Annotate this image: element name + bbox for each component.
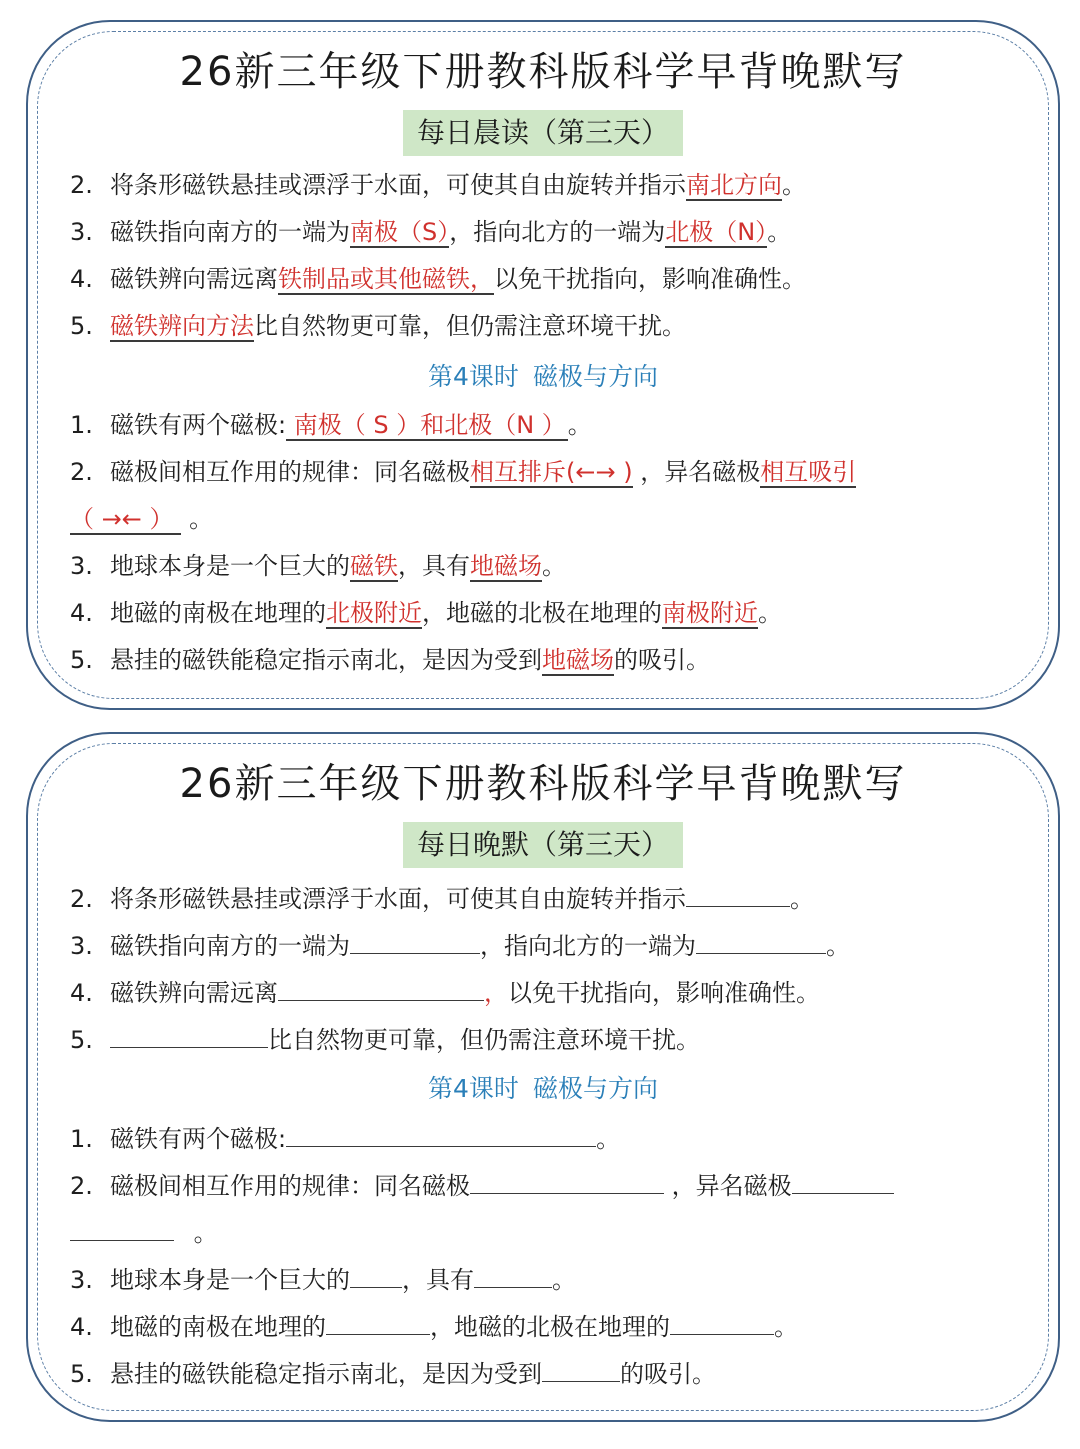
item-number: 5.: [70, 1026, 93, 1054]
list-item-continued: [70, 1214, 218, 1250]
answer-text: 南北方向: [686, 171, 782, 199]
answer-blank[interactable]: [670, 1308, 774, 1335]
morning-card: [26, 20, 1060, 710]
item-number: 2.: [70, 885, 93, 913]
red-comma: ，: [484, 979, 508, 1007]
item-text: 。: [567, 411, 592, 439]
answer-text: 相互排斥(←→ ): [470, 458, 633, 486]
item-number: 3.: [70, 552, 93, 580]
item-text: 将条形磁铁悬挂或漂浮于水面，可使其自由旋转并指示: [110, 885, 686, 913]
item-number: 3.: [70, 932, 93, 960]
section-subtitle: 每日晚默（第三天）: [403, 822, 683, 868]
item-text: ，指向北方的一端为: [480, 932, 696, 960]
lesson-name: 磁极与方向: [532, 362, 658, 391]
item-number: 1.: [70, 411, 93, 439]
item-text: 。: [181, 505, 214, 533]
item-number: 2.: [70, 1172, 93, 1200]
answer-text: 北极（N）: [665, 218, 768, 246]
item-text: 比自然物更可靠，但仍需注意环境干扰。: [268, 1026, 700, 1054]
item-text: ，异名磁极: [632, 458, 761, 486]
item-text: 将条形磁铁悬挂或漂浮于水面，可使其自由旋转并指示: [110, 171, 686, 199]
item-text: 比自然物更可靠，但仍需注意环境干扰。: [254, 312, 686, 340]
item-number: 5.: [70, 646, 93, 674]
item-text: 以免干扰指向，影响准确性。: [508, 979, 820, 1007]
list-item: [70, 643, 710, 677]
item-number: 5.: [70, 1360, 93, 1388]
answer-blank[interactable]: [278, 974, 484, 1001]
section-subtitle: 每日晨读（第三天）: [403, 110, 683, 156]
list-item: [70, 880, 814, 916]
item-text: 磁铁辨向需远离: [110, 979, 278, 1007]
answer-blank[interactable]: [350, 927, 480, 954]
item-text: 。: [596, 1125, 621, 1153]
list-item: [70, 408, 592, 442]
page-title: 26新三年级下册教科版科学早背晚默写: [179, 761, 907, 807]
item-text: 悬挂的磁铁能稳定指示南北，是因为受到: [110, 1360, 542, 1388]
answer-blank[interactable]: [286, 1120, 596, 1147]
list-item-continued: [70, 502, 213, 536]
answer-blank[interactable]: [110, 1021, 268, 1048]
list-item: [70, 1261, 576, 1297]
item-text: 。: [767, 218, 792, 246]
subtitle-wrap: [28, 110, 1058, 156]
item-text: ，地磁的北极在地理的: [430, 1313, 670, 1341]
list-item: [70, 1120, 620, 1156]
item-text: 。: [542, 552, 566, 580]
list-item: [70, 262, 806, 296]
item-number: 2.: [70, 458, 93, 486]
list-item: [70, 596, 782, 630]
list-item: [70, 549, 566, 583]
item-text: 。: [826, 932, 850, 960]
list-item: [70, 309, 686, 343]
answer-text: 南极附近: [662, 599, 758, 627]
list-item: [70, 1167, 894, 1203]
lesson-code: 第4课时: [428, 362, 519, 391]
item-text: 磁铁有两个磁极:: [110, 1125, 287, 1153]
item-text: 的吸引。: [620, 1360, 716, 1388]
item-number: 4.: [70, 599, 93, 627]
answer-text: （ →← ）: [70, 505, 181, 535]
answer-blank[interactable]: [326, 1308, 430, 1335]
item-number: 4.: [70, 265, 93, 293]
item-text: 磁极间相互作用的规律：同名磁极: [110, 458, 470, 486]
answer-blank[interactable]: [686, 880, 790, 907]
page-title: 26新三年级下册教科版科学早背晚默写: [179, 49, 907, 95]
evening-card: [26, 732, 1060, 1422]
subtitle-wrap: [28, 822, 1058, 868]
item-text: 。: [790, 885, 814, 913]
answer-text: 铁制品或其他磁铁，: [278, 265, 494, 293]
item-text: 地球本身是一个巨大的: [110, 552, 350, 580]
answer-text: 地磁场: [542, 646, 614, 674]
answer-text: 南极（S）: [350, 218, 450, 246]
item-text: 地球本身是一个巨大的: [110, 1266, 350, 1294]
list-item: [70, 974, 820, 1010]
lesson-code: 第4课时: [428, 1074, 519, 1103]
answer-text: 磁铁辨向方法: [110, 312, 254, 340]
list-item: [70, 927, 850, 963]
item-text: ，指向北方的一端为: [449, 218, 666, 246]
list-item: [70, 168, 806, 202]
list-item: [70, 1308, 798, 1344]
item-text: 。: [782, 171, 806, 199]
item-text: 地磁的南极在地理的: [110, 599, 326, 627]
item-text: 地磁的南极在地理的: [110, 1313, 326, 1341]
lesson-heading: [28, 360, 1058, 394]
item-number: 5.: [70, 312, 93, 340]
item-text: 的吸引。: [614, 646, 710, 674]
item-text: 。: [186, 1219, 218, 1247]
answer-text: 地磁场: [470, 552, 542, 580]
item-text: 。: [758, 599, 782, 627]
item-text: 磁铁指向南方的一端为: [110, 218, 350, 246]
answer-blank[interactable]: [470, 1167, 664, 1194]
item-text: 以免干扰指向，影响准确性。: [494, 265, 806, 293]
answer-text: 北极附近: [326, 599, 422, 627]
item-text: 磁铁有两个磁极:: [110, 411, 287, 439]
item-number: 4.: [70, 1313, 93, 1341]
item-text: ，具有: [402, 1266, 474, 1294]
item-number: 3.: [70, 218, 93, 246]
list-item: [70, 215, 791, 249]
lesson-name: 磁极与方向: [532, 1074, 658, 1103]
item-text: ，异名磁极: [664, 1172, 792, 1200]
item-text: 。: [552, 1266, 576, 1294]
item-number: 1.: [70, 1125, 93, 1153]
answer-text: 南极（ S ）和北极（N ）: [286, 411, 568, 441]
answer-blank[interactable]: [792, 1167, 894, 1194]
answer-text: 磁铁: [350, 552, 398, 580]
item-text: 磁铁辨向需远离: [110, 265, 278, 293]
answer-blank[interactable]: [696, 927, 826, 954]
lesson-heading: [28, 1072, 1058, 1106]
item-number: 2.: [70, 171, 93, 199]
item-text: ，具有: [398, 552, 470, 580]
item-text: 。: [774, 1313, 798, 1341]
answer-blank[interactable]: [542, 1355, 620, 1382]
answer-blank[interactable]: [474, 1261, 552, 1288]
item-text: 悬挂的磁铁能稳定指示南北，是因为受到: [110, 646, 542, 674]
list-item: [70, 455, 856, 489]
list-item: [70, 1355, 716, 1391]
answer-blank[interactable]: [70, 1214, 174, 1241]
item-number: 4.: [70, 979, 93, 1007]
item-text: ，地磁的北极在地理的: [422, 599, 662, 627]
answer-text: 相互吸引: [760, 458, 857, 486]
item-text: 磁极间相互作用的规律：同名磁极: [110, 1172, 470, 1200]
answer-blank[interactable]: [350, 1261, 402, 1288]
list-item: [70, 1021, 700, 1057]
item-text: 磁铁指向南方的一端为: [110, 932, 350, 960]
item-number: 3.: [70, 1266, 93, 1294]
